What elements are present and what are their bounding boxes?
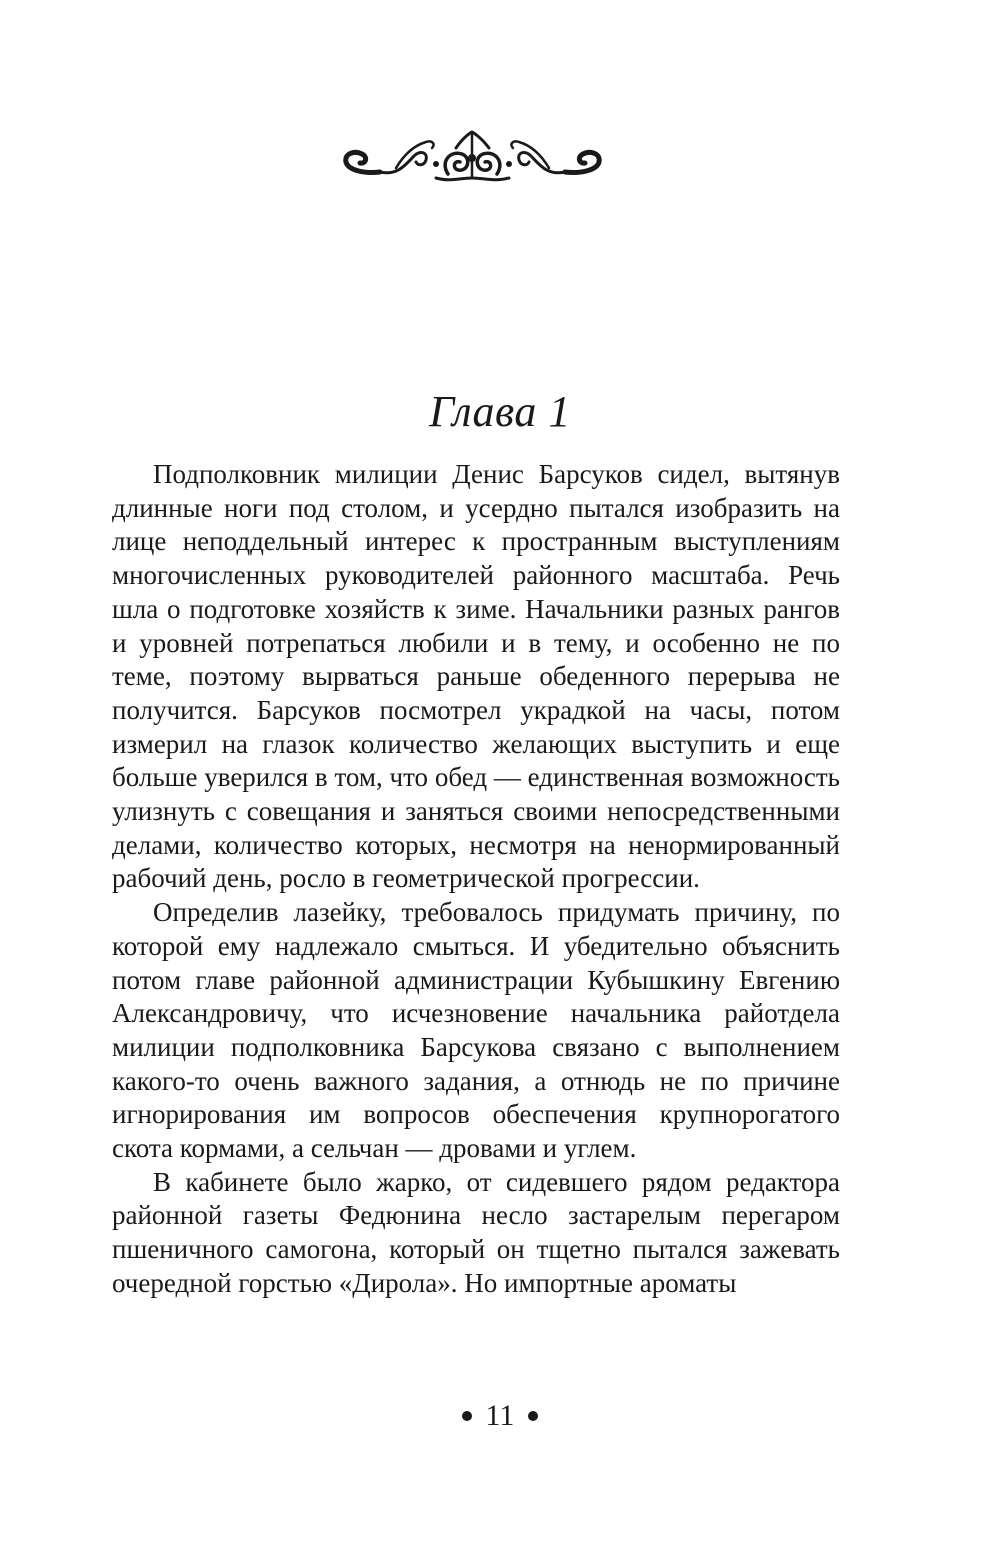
ornament-right-scroll bbox=[565, 152, 599, 172]
paragraph: Определив лазейку, требовалось придумать причину, по которой ему надлежало смыться. И убедительно объяснить потом главе районной администрации Кубышкину Евгению Александровичу, что исчезновение начальника райотдела милиции подполковника Барсукова связано с выполнением какого-то очень важного задания, а отнюдь не по причине игнорирования им вопросов обеспечения крупнорогатого скота кормами, а сельчан — дровами и углем. bbox=[112, 897, 840, 1164]
ornament-right-flourish bbox=[519, 153, 565, 173]
bullet-right-icon bbox=[528, 1411, 538, 1421]
ornament-left-flourish bbox=[380, 153, 426, 173]
bullet-left-icon bbox=[462, 1411, 472, 1421]
chapter-title: Глава 1 bbox=[429, 387, 571, 436]
paragraph: В кабинете было жарко, от сидевшего рядом редактора районной газеты Федюнина несло застарелым перегаром пшеничного самогона, который он тщетно пытался зажевать очередной горстью «Дирола». Но импортные ароматы bbox=[112, 1166, 840, 1298]
ornament-center-base bbox=[436, 178, 509, 180]
ornament-divider bbox=[340, 128, 605, 186]
ornament-center-knot-2 bbox=[477, 153, 500, 174]
paragraph: Подполковник милиции Денис Барсуков сидел, вытянув длинные ноги под столом, и усердно пытался изобразить на лице неподдельный интерес к пространным выступлениям многочисленных руководителей районного масштаба. Речь шла о подготовке хозяйств к зиме. Начальники разных рангов и уровней потрепаться любили и в тему, и особенно не по теме, поэтому вырваться раньше обеденного перерыва не получится. Барсуков посмотрел украдкой на часы, потом измерил на глазок количество желающих выступить и еще больше уверился в том, что обед — единственная возможность улизнуть с совещания и заняться своими непосредственными делами, количество которых, несмотря на ненормированный рабочий день, росло в геометрической прогрессии. bbox=[112, 459, 840, 894]
ornament-center-knot bbox=[445, 153, 468, 174]
page-number bbox=[0, 1396, 1000, 1436]
ornament-left-scroll bbox=[346, 152, 380, 172]
page-number-value: 11 bbox=[485, 1399, 515, 1432]
body-text bbox=[112, 458, 840, 1301]
